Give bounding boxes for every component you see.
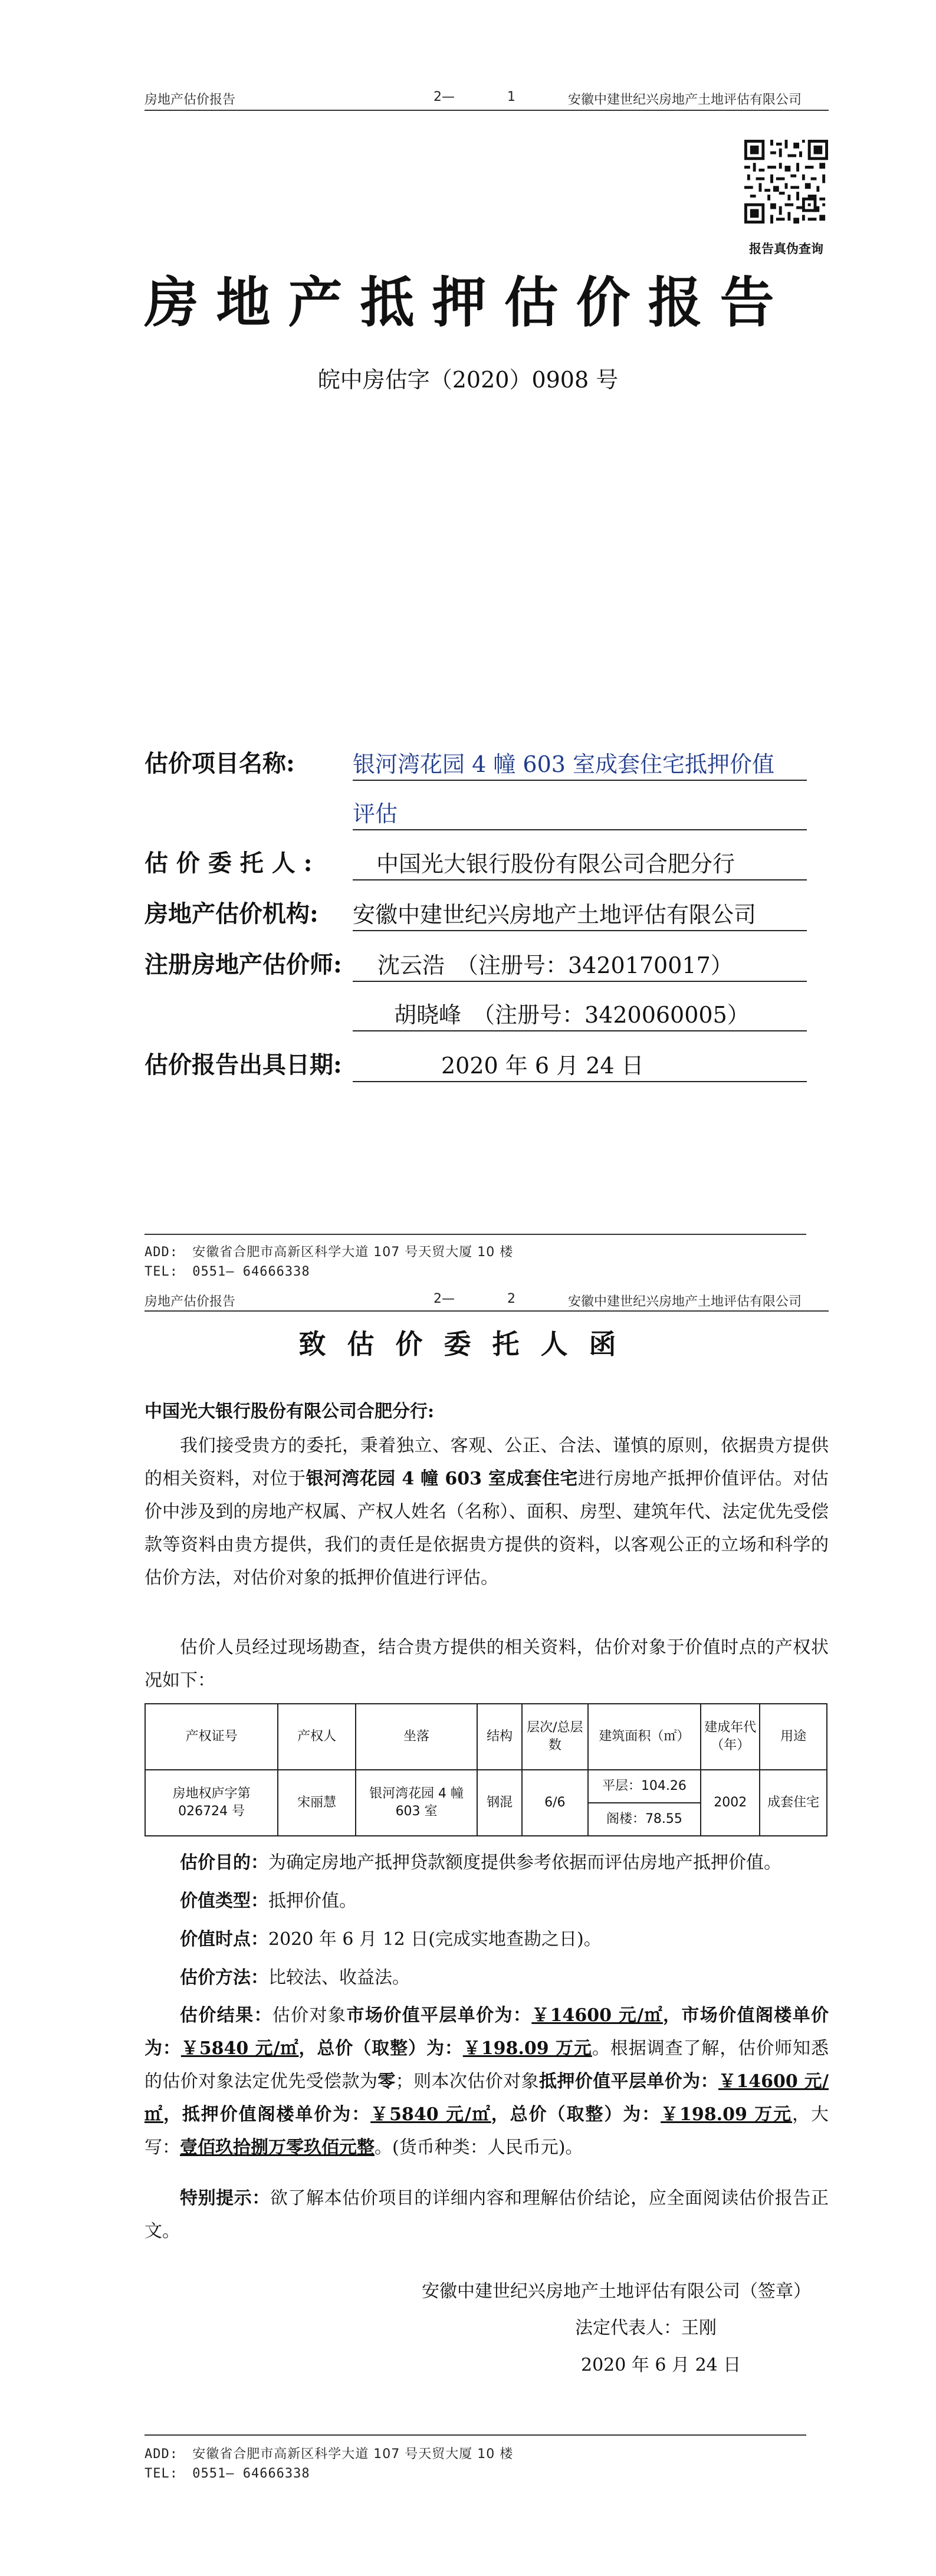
location-cell: 银河湾花园 4 幢 603 室	[356, 1770, 477, 1836]
cert-number-cell: 房地权庐字第 026724 号	[145, 1770, 278, 1836]
result-bold: ，总价（取整）为：	[491, 2104, 661, 2125]
priority-payment: 零	[377, 2071, 396, 2092]
header-rule	[144, 1310, 829, 1312]
area-flat-cell: 平层：104.26	[588, 1770, 701, 1803]
survey-paragraph: 估价人员经过现场勘查，结合贵方提供的相关资料，估价对象于价值时点的产权状况如下：	[144, 1637, 829, 1691]
signature-date: 2020 年 6 月 24 日	[581, 2355, 741, 2375]
agency-value: 安徽中建世纪兴房地产土地评估有限公司	[353, 896, 807, 931]
footer-add-label: ADD:	[144, 2447, 178, 2462]
special-note-text: 欲了解本估价项目的详细内容和理解估价结论，应全面阅读估价报告正文。	[144, 2188, 829, 2242]
client-label: 估 价 委 托 人 :	[144, 849, 313, 877]
table-header-cell: 坐落	[356, 1704, 477, 1770]
footer-tel-label: TEL:	[144, 1264, 178, 1279]
structure-cell: 钢混	[477, 1770, 522, 1836]
legal-representative: 法定代表人：王刚	[575, 2318, 717, 2338]
intro-text-a: 我们接受贵方的委托，秉着独立、客观、公正、合法、谨慎的原则，依据贵方提供的相关资料，对位于	[144, 1435, 829, 1489]
signature-company: 安徽中建世纪兴房地产土地评估有限公司（签章）	[422, 2281, 811, 2302]
result-bold: ，抵押价值阁楼单价为：	[163, 2104, 371, 2125]
area-loft-cell: 阁楼：78.55	[588, 1803, 701, 1836]
mortgage-loft-unit-price: ￥5840 元/㎡	[370, 2104, 491, 2125]
qr-code-icon[interactable]	[744, 140, 828, 224]
method-item	[180, 1961, 829, 1995]
table-header-cell: 层次/总层数	[522, 1704, 588, 1770]
year-cell: 2002	[701, 1770, 760, 1836]
agency-label: 房地产估价机构:	[144, 900, 318, 928]
special-note	[144, 2182, 829, 2248]
header-company: 安徽中建世纪兴房地产土地评估有限公司	[568, 93, 802, 107]
table-header-cell: 结构	[477, 1704, 522, 1770]
table-row	[145, 1770, 827, 1803]
table-header-cell: 产权证号	[145, 1704, 278, 1770]
footer-add-label: ADD:	[144, 1245, 178, 1260]
value-time-text: 2020 年 6 月 12 日(完成实地查勘之日)。	[268, 1929, 602, 1950]
header-report-name: 房地产估价报告	[144, 93, 236, 107]
client-value: 中国光大银行股份有限公司合肥分行	[353, 846, 807, 880]
result-text: 。(货币种类：人民币元)。	[375, 2137, 583, 2158]
method-text: 比较法、收益法。	[268, 1967, 410, 1988]
method-label: 估价方法：	[180, 1967, 268, 1988]
document-number: 皖中房估字（2020）0908 号	[317, 367, 619, 393]
table-header-cell: 产权人	[278, 1704, 356, 1770]
result-text: 估价对象	[272, 2005, 347, 2026]
value-type-text: 抵押价值。	[268, 1891, 357, 1911]
market-flat-unit-price: ￥14600 元/㎡	[531, 2005, 663, 2026]
header-page-number: 1	[507, 90, 515, 104]
header-rule	[144, 110, 829, 111]
footer-address	[144, 1242, 513, 1260]
result-text: 。根据调查了解，估价师知悉的估价对象法定优先受偿款为	[144, 2038, 829, 2092]
value-time-label: 价值时点：	[180, 1929, 268, 1950]
footer-address-text: 安徽省合肥市高新区科学大道 107 号天贸大厦 10 楼	[192, 2447, 514, 2462]
appraiser-1: 沈云浩 （注册号：3420170017）	[353, 947, 807, 982]
use-cell: 成套住宅	[760, 1770, 827, 1836]
table-header-row	[145, 1704, 827, 1770]
header-page-number: 2	[507, 1292, 515, 1306]
value-type-item	[180, 1885, 829, 1918]
property-table	[144, 1703, 827, 1836]
header-report-name: 房地产估价报告	[144, 1294, 236, 1309]
result-bold: 市场价值平层单价为：	[346, 2005, 532, 2026]
letter-title: 致估价委托人函	[298, 1328, 638, 1360]
footer-tel-text: 0551— 64666338	[192, 1264, 310, 1279]
footer-address	[144, 2444, 513, 2462]
footer-rule	[144, 1234, 806, 1235]
intro-text-c: 进行房地产抵押价值评估。对估价中涉及到的房地产权属、产权人姓名（名称）、面积、房型、建筑年代、法定优先受偿款等资料由贵方提供，我们的责任是依据贵方提供的资料，以客观公正的立场和科学的估价方法，对估价对象的抵押价值进行评估。	[144, 1468, 829, 1588]
table-header-cell: 建筑面积（㎡）	[588, 1704, 701, 1770]
special-note-label: 特别提示：	[180, 2188, 270, 2209]
result-bold: ，市场价值阁楼单价为：	[144, 2005, 829, 2059]
project-name-value-cont: 评估	[353, 796, 807, 830]
purpose-label: 估价目的：	[180, 1852, 268, 1873]
result-bold: 抵押价值平层单价为：	[538, 2071, 718, 2092]
value-time-item	[180, 1923, 829, 1956]
intro-paragraph	[144, 1430, 829, 1595]
footer-address-text: 安徽省合肥市高新区科学大道 107 号天贸大厦 10 楼	[192, 1245, 514, 1260]
footer-tel-text: 0551— 64666338	[192, 2466, 310, 2481]
result-text: ，大写：	[144, 2104, 829, 2158]
project-name-value: 银河湾花园 4 幢 603 室成套住宅抵押价值	[353, 746, 807, 781]
result-bold: ，总价（取整）为：	[298, 2038, 463, 2059]
table-header-cell: 用途	[760, 1704, 827, 1770]
intro-subject: 银河湾花园 4 幢 603 室成套住宅	[306, 1468, 578, 1489]
table-header-cell: 建成年代（年）	[701, 1704, 760, 1770]
result-paragraph	[144, 1999, 829, 2164]
footer-rule	[144, 2434, 806, 2436]
header-page-prefix: 2—	[433, 1292, 455, 1306]
header-company: 安徽中建世纪兴房地产土地评估有限公司	[568, 1294, 802, 1309]
appraiser-label: 注册房地产估价师:	[144, 951, 342, 978]
purpose-item	[180, 1846, 829, 1880]
footer-phone	[144, 2466, 310, 2481]
market-loft-unit-price: ￥5840 元/㎡	[180, 2038, 299, 2059]
footer-phone	[144, 1264, 310, 1279]
market-total-price: ￥198.09 万元	[462, 2038, 592, 2059]
mortgage-total-price: ￥198.09 万元	[661, 2104, 793, 2125]
header-page-prefix: 2—	[433, 90, 455, 104]
issue-date-value: 2020 年 6 月 24 日	[353, 1047, 807, 1082]
value-type-label: 价值类型：	[180, 1891, 268, 1911]
mortgage-flat-unit-price: ￥14600 元/㎡	[144, 2071, 829, 2125]
appraiser-2: 胡晓峰 （注册号：3420060005）	[353, 997, 807, 1031]
result-label: 估价结果：	[180, 2005, 272, 2026]
addressee: 中国光大银行股份有限公司合肥分行:	[144, 1401, 435, 1422]
report-title: 房地产抵押估价报告	[144, 271, 792, 334]
floor-cell: 6/6	[522, 1770, 588, 1836]
total-in-words: 壹佰玖拾捌万零玖佰元整	[180, 2137, 375, 2158]
issue-date-label: 估价报告出具日期:	[144, 1051, 342, 1079]
purpose-text: 为确定房地产抵押贷款额度提供参考依据而评估房地产抵押价值。	[268, 1852, 781, 1873]
owner-cell: 宋丽慧	[278, 1770, 356, 1836]
project-name-label: 估价项目名称:	[144, 750, 295, 777]
qr-caption: 报告真伪查询	[749, 242, 823, 256]
footer-tel-label: TEL:	[144, 2466, 178, 2481]
result-text: ；则本次估价对象	[395, 2071, 539, 2092]
